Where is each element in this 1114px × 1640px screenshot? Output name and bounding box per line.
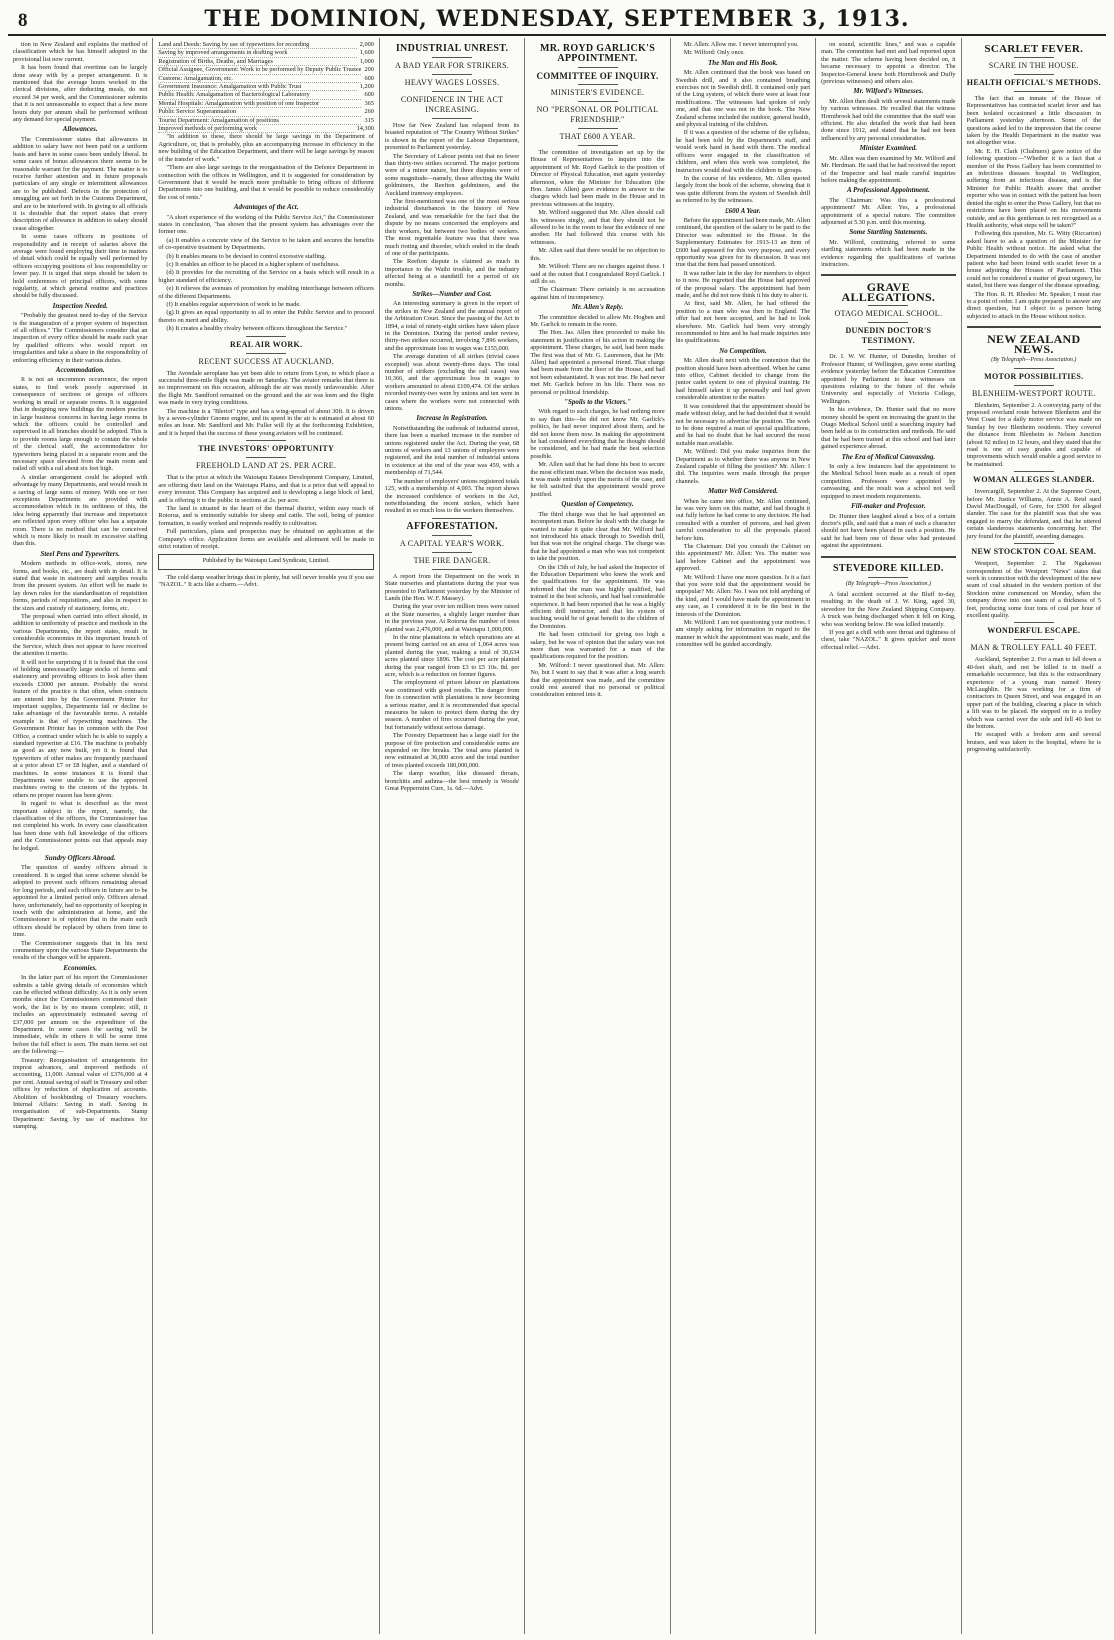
- divider: [246, 353, 286, 354]
- budget-row: [158, 100, 373, 108]
- divider: [1014, 385, 1054, 386]
- subheadline-minister-evidence: MINISTER'S EVIDENCE.: [550, 88, 645, 97]
- col1-subhead-5: Sundry Officers Abroad.: [44, 854, 116, 863]
- budget-row-label: Tourist Department: Amalgamation of positions: [158, 117, 361, 125]
- divider: [578, 128, 618, 129]
- divider: [432, 518, 472, 519]
- col1-subhead-1: Allowances.: [62, 125, 98, 134]
- divider: [868, 349, 908, 350]
- newspaper-title: THE DOMINION, WEDNESDAY, SEPTEMBER 3, 1913.: [204, 6, 910, 32]
- col1-subhead-3: Accommodation.: [55, 366, 105, 375]
- budget-row-value: 600: [364, 74, 374, 82]
- column-3: INDUSTRIAL UNREST. A BAD YEAR FOR STRIKERS. HEAVY WAGES LOSSES. CONFIDENCE IN THE ACT INCREASING. How far New Zealand has relapsed from its boasted reputation of "The Country Without Strikes" is shown in the report of the Labour Department, presented to Parliament yesterday. The Secretary of Labour points out that no fewer than thirty-two strikes occurred. The major portions were of a minor nature, but three disputes were of some magnitude—namely, those affecting the Waihi goldminers, the Reefton goldminers, and the Auckland tramway employees. The first-mentioned was one of the most serious industrial disturbances in the history of New Zealand, and was remarkable for the fact that the dispute by no means concerned the employers and their workers, but between two bodies of workers. The most regrettable feature was that there was much rioting and disorder, which ended in the death of one of the participants. The Reefton dispute is claimed as much in importance to the Waihi trouble, and the industry affected being at a standstill for a period of six months. Strikes—Number and Cost. An interesting summary is given in the report of the strikes in New Zealand and the annual report of the Arbitration Court. Since the passing of the Act in 1894, a total of ninety-eight strikes have taken place in the Dominion. During the period under review, thirty-two strikes occurred, involving 7,896 workers, and the approximate loss in wages was £155,000. The average duration of all strikes (trivial cases excepted) was about twenty-three days. The total number of strikers (excluding the rail cases) was 10,366, and the approximate loss in wages to workers amounted to about £109,474. Of the strikes recorded twenty-two were by unions and ten were in cases where the workers were not connected with unions. Increase in Registration. Notwithstanding the outbreak of industrial unrest, there has been a marked increase in the number of unions registered under the Act. During the year, 68 unions of workers and 13 unions of employers were registered, and the total number of industrial unions in existence at the end of the year was 459, with a membership of 71,544. The number of employers' unions registered totals 125, with a membership of 4,003. The report shows the increased confidence of workers in the Act, notwithstanding the recent strikes, which have resulted in so much loss to the workers themselves. AFFORESTATION. A CAPITAL YEAR'S WORK. THE FIRE DANGER. A report from the Department on the work in State nurseries and plantations during the year was presented to Parliament yesterday by the Minister of Lands (the Hon. W. F. Massey). During the year over ten million trees were raised at the State nurseries, a slightly larger number than in the previous year. At Rotorua the number of trees planted was 2,476,000, and at Waiotapu 1,000,000. In the nine plantations in which operations are at present being carried on an area of 1,064 acres was planted during the year, making a total of 30,634 acres planted since 1896. The cost per acre planted during the year ranged from £3 to £5 10s. 8d. per acre, which is a reduction on former figures. The employment of prison labour on plantations was continued with good results. The danger from fire in connection with plantations is now becoming a serious matter, and it is recommended that special measures be taken to protect them during the dry season. A number of fires occurred during the year, but fortunately without serious damage. The Forestry Department has a large staff for the purpose of fire protection and considerable sums are expended on fire breaks. The total area planted is now estimated at 36,000 acres and the total number of trees planted exceeds 180,000,000. The damp weather, like diseased throats, bronchitis and asthma—the best remedy is Woods' Great Peppermint Cure, 1s. 6d.—Advt.: [380, 38, 525, 1634]
- subheadline-motor: MOTOR POSSIBILITIES.: [984, 371, 1084, 381]
- budget-row-label: Improved methods of performing work: [158, 125, 353, 133]
- masthead: [8, 6, 1106, 36]
- budget-row-label: Land and Deeds: Saving by use of typewriters for recording: [158, 41, 356, 49]
- divider: [432, 57, 472, 58]
- headline-nz-news: NEW ZEALAND NEWS.: [987, 332, 1081, 357]
- headline-garlick-appointment: MR. ROYD GARLICK'S APPOINTMENT.: [539, 43, 656, 64]
- budget-row: [158, 75, 373, 83]
- subheadline-committee: COMMITTEE OF INQUIRY.: [536, 71, 659, 81]
- col1-subhead-2: Inspection Needed.: [52, 301, 108, 310]
- divider: [1014, 471, 1054, 472]
- col6-subhead-6: Fill-maker and Professor.: [851, 502, 926, 511]
- headline-real-air-work: REAL AIR WORK.: [230, 339, 303, 349]
- divider: [967, 326, 1101, 328]
- subheadline-blenheim: BLENHEIM-WESTPORT ROUTE.: [972, 388, 1096, 398]
- col5-subhead-1: The Man and His Book.: [708, 58, 778, 67]
- budget-row-value: 1,000: [359, 57, 374, 65]
- budget-row-value: 200: [364, 66, 374, 74]
- divider: [1014, 57, 1054, 58]
- col6-subhead-4: Some Startling Statements.: [849, 228, 928, 237]
- budget-row-value: 1,600: [359, 49, 374, 57]
- subheadline-coal-seam: NEW STOCKTON COAL SEAM.: [971, 547, 1097, 557]
- divider: [432, 74, 472, 75]
- subheadline-trolley-fall: MAN & TROLLEY FALL 40 FEET.: [970, 643, 1098, 653]
- divider: [821, 556, 955, 558]
- budget-row-value: 600: [364, 91, 374, 99]
- col1-subhead-4: Steel Pens and Typewriters.: [40, 549, 120, 558]
- budget-row: [158, 125, 373, 133]
- budget-row-label: Mental Hospitals: Amalgamation with position of one Inspector: [158, 100, 361, 108]
- budget-row: [158, 41, 373, 49]
- col5-subhead-2: £600 A Year.: [725, 206, 761, 215]
- budget-row: [158, 108, 373, 116]
- subheadline-600-a-year: THAT £600 A YEAR.: [559, 132, 636, 141]
- budget-row-label: Customs: Amalgamation, etc.: [158, 75, 361, 83]
- column-7: SCARLET FEVER. SCARE IN THE HOUSE. HEALTH OFFICIAL'S METHODS. The fact that an inmate of the House of Representatives has contracted scarlet fever and has been isolated occasioned a little discussion in Parliament yesterday afternoon. Some of the questions asked led to the impression that the course taken by the Health Department in the matter was not altogether wise. Mr. E. H. Clark (Chalmers) gave notice of the following question:—"Whether it is a fact that a member of the Press Gallery has been committed to an infectious diseases hospital in Wellington, suffering from an infectious disease, and is the Minister for Public Health aware that another reporter who was in contact with the patient has been denied the right to enter the Press Gallery, but that no restrictions have been placed on his movements outside, and as this gentleman is not recognised as a Health authority, what steps will be taken?" Following this question, Mr. G. Witty (Riccarton) asked leave to ask a question of the Minister for Public Health without notice. He asked what the Department intended to do with the case of another patient who had been found with scarlet fever in a house adjoining the Houses of Parliament. This could not be considered a matter of great urgency, he stated, but there was danger of the disease spreading. The Hon. R. H. Rhodes: Mr. Speaker, I must rise to a point of order. I am quite prepared to answer any direct question, but I object to a person being subjected to attack in the House without notice. NEW ZEALAND NEWS. (By Telegraph—Press Association.) MOTOR POSSIBILITIES. BLENHEIM-WESTPORT ROUTE. Blenheim, September 2. A conveying party of the proposed overland route between Blenheim and the West Coast for a daily motor service was made on Sunday by two Blenheim residents. They covered the distance from Blenheim to Nelson Junction (about 92 miles) in 12 hours, and they stated that the road is one of easy grades and capable of improvements which would enable a good service to be maintained. WOMAN ALLEGES SLANDER. Invercargill, September 2. At the Supreme Court, before Mr. Justice Williams, Annie A. Reid sued David MacDougall, of Gore, for £500 for alleged slander. The case for the plaintiff was that she was engaged to marry the defendant, and that he uttered certain slanderous statements concerning her. The jury found for the plaintiff, awarding damages. NEW STOCKTON COAL SEAM. Westport, September 2. The Ngakawau correspondent of the Westport "News" states that work in connection with the development of the new seam of coal situated in the western portion of the Stockton mine commenced on Monday, when the company drove into one seam of a thickness of 5 feet, producing some four tons of coal per hour of excellent quality. WONDERFUL ESCAPE. MAN & TROLLEY FALL 40 FEET. Auckland, September 2. For a man to fall down a 40-feet shaft, and not be killed is in itself a remarkable occurrence, but this is the extraordinary experience of a young man named Henry McLaughlin. He was working for a firm of contractors in Queen Street, and was engaged in an upper part of the building, clearing a place in which a lift was to be placed. He stepped on to a trolley which was carried over the side and fell 40 feet to the bottom. He escaped with a broken arm and several bruises, and was taken to the hospital, where he is progressing satisfactorily.: [966, 43, 1101, 754]
- budget-table: [158, 41, 373, 133]
- budget-row: [158, 58, 373, 66]
- divider: [1014, 543, 1054, 544]
- subheadline-slander: WOMAN ALLEGES SLANDER.: [973, 475, 1095, 485]
- budget-row-value: 315: [364, 116, 374, 124]
- budget-row: [158, 49, 373, 57]
- divider: [432, 569, 472, 570]
- column-4: MR. ROYD GARLICK'S APPOINTMENT. COMMITTEE OF INQUIRY. MINISTER'S EVIDENCE. NO "PERSONAL OR POLITICAL FRIENDSHIP." THAT £600 A YEAR. The committee of investigation set up by the House of Representatives to inquire into the appointment of Mr. Royd Garlick to the position of Director of Physical Education, met again yesterday afternoon, when the Minister for Education (the Hon. James Allen) gave evidence in answer to the charges which had been made in the House and in previous witnesses at the inquiry. Mr. Wilford suggested that Mr. Allen should call his witnesses singly, and that they should not be allowed to be in the room to hear the evidence of one another. He had followed this course with his witnesses. Mr. Allen said that there would be no objection to this. Mr. Wilford: There are no charges against these. I said at the outset that I congratulated Royd Garlick. I still do so. The Chairman: There certainly is no accusation against him of incompetency. Mr. Allen's Reply. The committee decided to allow Mr. Hogben and Mr. Garlick to remain in the room. The Hon. Jas. Allen then proceeded to make his statement in justification of his action in making the appointment. These charges, he said, had been made. The first was that of Mr. G. Laurenson, that he (Mr. Allen) had appointed a personal friend. That charge had been made from the floor of the House, and had not been substantiated. It was not true. He had never met Mr. Garlick before in his life. There was no personal or political friendship. "Spoils to the Victors." With regard to such charges, he had nothing more to say than this—he did not know Mr. Garlick's politics, he had never inquired about them, and he did not know them now. In making the appointment he had considered everything that he thought should be considered, and he had made the best selection possible. Mr. Allen said that he had done his best to secure the most efficient man. When the decision was made, it was made entirely upon the merits of the case, and he felt satisfied that the appointment would prove justified. Question of Competency. The third charge was that he had appointed an incompetent man. Before he dealt with the charge he wanted to make it quite clear that Mr. Wilford had not introduced his attack through to Swedish drill, but that was not the original charge. The charge was that he had appointed a man who was not competent to take the position. On the 15th of July, he had asked the Inspector of the Education Department who knew the work and the qualifications for the appointment. He was informed that the man was highly qualified, had trained in the best schools, and had had considerable experience. It had been reported that he was a highly efficient drill instructor, and that his system of teaching would be of great benefit to the children of the Dominion. He had been criticised for giving too high a salary, but he was of opinion that the salary was not more than was warranted for a man of the qualifications required for the position. Mr. Wilford: I never questioned that. Mr. Allen: No, but I want to say that it was after a long search that the appointment was made, and the committee could rest assured that no personal or political consideration entered into it.: [525, 38, 670, 1634]
- divider: [246, 440, 286, 441]
- headline-investors-opportunity: THE INVESTORS' OPPORTUNITY: [198, 444, 335, 454]
- subheadline-freehold-land: FREEHOLD LAND AT 2S. PER ACRE.: [196, 461, 337, 471]
- column-6: on sound, scientific lines," and was a capable man. The committee had met and had reported upon the matter. The scheme having been decided on, it became necessary to appoint a director. The Inspector-General knew both Hornibrook and Duffy (previous witnesses) and others also. Mr. Wilford's Witnesses. Mr. Allen then dealt with several statements made by various witnesses. He recalled that the witness Hornibrook had told the committee that the staff was efficient. He also detailed the work that had been done since 1912, and stated that he had not been influenced by any personal consideration. Minister Examined. Mr. Allen was then examined by Mr. Wilford and Mr. Herdman. He said that he had received the report of the Inspector and had made careful inquiries before making the appointment. A Professional Appointment. The Chairman: Was this a professional appointment? Mr. Allen: Yes, a professional appointment of a special nature. The committee adjourned at 5.30 p.m. until this morning. Some Startling Statements. Mr. Wilford, continuing, referred to some startling statements which had been made in the evidence regarding the qualifications of various instructors. GRAVE ALLEGATIONS. OTAGO MEDICAL SCHOOL. DUNEDIN DOCTOR'S TESTIMONY. Dr. I. W. W. Hunter, of Dunedin, brother of Professor Hunter, of Wellington, gave some startling evidence yesterday before the Education Committee appointed by Parliament to hear witnesses on questions relating to the future of the whole University and especially of Victoria College, Wellington. In his evidence, Dr. Hunter said that no more money should be spent on increasing the grant to the Otago Medical School until a searching inquiry had been held as to its construction and methods. He said that he had been trained at this school and had later gained experience abroad. The Era of Medical Canvassing. In only a few instances had the appointment to the Medical School been made as a result of open competition. Professors were appointed by canvassing, and the result was a school not well equipped to meet modern requirements. Fill-maker and Professor. Dr. Hunter then laughed aloud a box of a certain doctor's pills, and said that a man of such a character should not have been placed in such a position. He said he had been one of those who had protested against the appointment. STEVEDORE KILLED. (By Telegraph—Press Association.) A fatal accident occurred at the Bluff to-day, resulting in the death of J. W. King, aged 30, stevedore for the New Zealand Shipping Company. A truck was being discharged when it fell on King, who was working below. He was killed instantly. If you get a chill with sore throat and tightness of chest, take "NAZOL." It gives quicker and more effectual relief.—Advt.: [816, 38, 961, 1634]
- subheadline-capital-year: A CAPITAL YEAR'S WORK.: [399, 538, 505, 548]
- headline-industrial-unrest: INDUSTRIAL UNREST.: [395, 43, 509, 54]
- col6-subhead-5: The Era of Medical Canvassing.: [841, 452, 936, 461]
- budget-row-value: 260: [364, 108, 374, 116]
- divider: [432, 118, 472, 119]
- divider: [246, 336, 286, 337]
- divider: [868, 577, 908, 578]
- budget-row-value: 2,000: [359, 41, 374, 48]
- page-number: 8: [18, 10, 28, 31]
- col1-subhead-6: Economies.: [63, 963, 98, 972]
- headline-grave-allegations: GRAVE ALLEGATIONS.: [841, 280, 936, 305]
- subheadline-wages-losses: HEAVY WAGES LOSSES.: [404, 78, 500, 87]
- col5-subhead-3: No Competition.: [719, 346, 767, 355]
- divider: [1014, 74, 1054, 75]
- subheadline-no-friendship: NO "PERSONAL OR POLITICAL FRIENDSHIP.": [536, 105, 659, 124]
- column-5: Mr. Allen: Allow me. I never interrupted you. Mr. Wilford: Only once. The Man and His Book. Mr. Allen continued that the book was based on Swedish drill, and it also contained breathing exercises not in Swedish drill. It contained only part of the Ling system, of which there were at least four modifications. The witnesses had spoken of only one, and that one was not in the book. The New Zealand scheme included the outdoor, general health, and physical training of the children. If it was a question of the scheme of the syllabus, he had been told by the Department's staff, and would work hand in hand with them. The medical officers were engaged in the classification of children, and when this work was completed, the instructors would deal with the children in groups. In the course of his evidence, Mr. Allen quoted largely from the book of the scheme, showing that it was quite different from the system of Swedish drill as referred to by the witnesses. £600 A Year. Before the appointment had been made, Mr. Allen continued, the question of the salary to be paid to the Director was submitted to the House. In the Supplementary Estimates for 1913-13 an item of £600 had appeared for this very purpose, and every opportunity was given for its discussion. It was not true that the item had passed unnoticed. It was rather late in the day for members to object to it now. He regretted that the House had approved of the proposal salary. The appointment had been made, and he did not now think it his duty to alter it. At first, said Mr. Allen, he had offered the position to a man who was then in England. The offer had not been accepted, and he had to look elsewhere. Mr. Garlick had been very strongly recommended to him and he had made inquiries into his qualifications. No Competition. Mr. Allen dealt next with the contention that the position should have been advertised. When he came into office, Cabinet decided to change from the junior cadet system to one of physical training. He had himself taken it up personally and had given considerable attention to the matter. It was considered that the appointment should be made without delay, and he had decided that it would not be necessary to advertise the position. The work to be done required a man of special qualifications, and he had no doubt that he had secured the most suitable man available. Mr. Wilford: Did you make inquiries from the Department as to whether there was anyone in New Zealand capable of filling the position? Mr. Allen: I did. The inquiries were made through the proper channels. Matter Well Considered. When he came into office, Mr. Allen continued, he was very keen on this matter, and had thought it out fully before he had come to any decision. He had consulted with a number of persons, and had given careful consideration to all the proposals placed before him. The Chairman: Did you consult the Cabinet on this appointment? Mr. Allen: Yes. The matter was laid before Cabinet and the appointment was approved. Mr. Wilford: I have one more question. Is it a fact that you were told that the appointment would be unpopular? Mr. Allen: No. I was not told anything of the kind, and I would have made the appointment in any case, as I considered it to be the best in the interests of the Dominion. Mr. Wilford: I am not questioning your motives. I am simply asking for information in regard to the manner in which the appointment was made, and the committee will be guided accordingly.: [671, 38, 816, 1634]
- subheadline-otago-medical: OTAGO MEDICAL SCHOOL.: [834, 309, 943, 319]
- col6-subhead-3: A Professional Appointment.: [846, 186, 930, 195]
- byline-press-association: (By Telegraph—Press Association.): [845, 580, 931, 587]
- divider: [821, 274, 955, 276]
- budget-row: [158, 83, 373, 91]
- subheadline-scare-in-house: SCARE IN THE HOUSE.: [988, 61, 1079, 70]
- budget-row: [158, 117, 373, 125]
- divider: [432, 91, 472, 92]
- budget-row-label: Government Insurance: Amalgamation with Public Trust: [158, 83, 356, 91]
- budget-row-label: Public Service Superannuation: [158, 108, 361, 116]
- column-1: tion in New Zealand and explains the method of classification which he has himself adopted in the provisional list now current. It has been found that overtime can be largely done away with by a proper arrangement. It is mentioned that the average hours worked in the clerical divisions, after deducting meals, do not exceed 34 per week, and the Commissioner submits that it is not unreasonable to expect that a few more hours duty per annum shall be performed without any demand for special payment. Allowances. The Commissioner states that allowances in addition to salary have not been paid on a uniform basis and have in some cases been unduly liberal. In some cases of bonus allowances there seems to be reasonable warrant for the payment. The matter is to receive further attention and in future proposals particulars of any single or intermittent allowances are to be published. Defects in the protection of smuggling are set forth in the Customs Department, and are to be interfered with. In giving to all officials it is desirable that the report states that every description of allowance in addition to salary should cease altogether. In some cases officers in positions of responsibility and in receipt of salaries above the average were found employing their time in matters of detail which could be equally well performed by officers occupying positions of less responsibility or lower pay. It is urged that steps should be taken to hold conferences of principal officers, with some regularity, at which general routine and practices should be fully discussed. Inspection Needed. "Probably the greatest need to-day of the Service is the inauguration of a proper system of inspection of all offices." The Commissioners consider that an inspection of every office should be made each year by qualified officers who would report on irregularities and take a share in the responsibility of enforcing efficiency in their various duties. Accommodation. It is not an uncommon occurrence, the report states, to find work poorly supervised in consequence of sections or groups of officers working in small or separate rooms. It is suggested that in designing new buildings the modern practice in large business concerns in having large rooms in which the officers could be controlled and supervised in all branches should be adopted. This is to provide rooms large enough to contain the whole of the clerical staff, the accommodation for typewriters being placed in a separate room and the necessary space elevated from the main room and railed off with a rail about six feet high. A similar arrangement could be adopted with advantage by many Departments, and would result in a saving of large sums of money. With one or two exceptions Departments are provided with accommodation which in its unfitness of this, the idea being apparently that increase and importance are reflected upon every officer who has a separate room. There is no method that can be conceived which is more likely to result in excessive staffing than this. Steel Pens and Typewriters. Modern methods in office-work, stores, new forms, and books, etc., are dealt with in detail. It is stated that waste in stationery and supplies results from the present system. An effort will be made to lay down rules for the standardisation of requisition forms, periods of requisitions, and also in respect to the sizes and custody of stationery, forms, etc. The proposal when carried into effect should, in addition to uniformity of practice and methods in the various Departments, the report states, result in considerable economies in this important branch of the Service, which does not appear to have received the attention it merits. It will not be surprising if it is found that the cost of holding unnecessarily large stocks of forms and stationery and providing officers to look after them exceeds £3000 per annum. Probably the worst feature of the practice is that often, when contracts are entered into by the Government Printer for important supplies, Departments fail or decline to take advantage of the favourable terms. A notable example is that of typewriting machines. The Government Printer has in common with the Post Office, a contract under which he is able to supply a standard typewriter at £16. The machine is probably as good as any now built, yet it is found that typewriters of other makes are frequently purchased at a price about £7 or £8 higher, and a standard of machines. In some instances it is found that Departments were unable to use the approved machines owing to the custom of the typists. In others no proper reason has been given. In regard to what is described as the most important subject in the report, namely, the classification of the officers, the Commissioner has not completed his work. In every case classification has been done with full knowledge of the officers and the Commissioner points out that appeals may be lodged. Sundry Officers Abroad. The question of sundry officers abroad is considered. It is urged that some scheme should be adopted to prevent such officers remaining abroad for long periods, and such officers in future are to be appointed for a limited period only. Officers abroad have, unfortunately, had no opportunity of keeping in touch with the administration at home, and the Commissioner is of opinion that in the main such officers should be replaced by others from time to time. The Commissioner suggests that in his next commentary upon the various State Departments the results of the changes will be apparent. Economies. In the latter part of his report the Commissioner submits a table giving details of economies which can be effected without difficulty. As it is only seven months since the Commissioners commenced their work, the list is by no means complete; still, it includes an approximately estimated saving of £37,000 per annum on the expenditure of the Department. In some cases the saving will be immediate, while in others it will be some time before the full effect is seen. The main items set out are the following:— Treasury: Reorganisation of arrangements for imprest advances, and improved methods of accounting, 11,000. Annual value of £376,000 at 4 per cent. Annual saving of staff in Treasury and other offices by reduction of duplication of accounts. Abolition of bookbinding of Treasury vouchers. Internal Affairs: Saving in staff. Saving in reorganisation of sub-Departments. Stamp Department: Saving by use of machines for stamping.: [8, 38, 153, 1634]
- subheadline-fire-danger: THE FIRE DANGER.: [413, 555, 491, 565]
- column-2: Land and Deeds: Saving by use of typewriters for recording 2,000 Saving by improved arrangements in drafting work 1,600 Registration of Births, Deaths, and Marriages 1,000 Official Assignee, Government: Work to be performed by Deputy Public Trustee 200 Customs: Amalgamation, etc. 600 Government Insurance: Amalgamation with Public Trust 1,200 Public Health: Amalgamation of Bacteriological Laboratory 600 Mental Hospitals: Amalgamation with position of one Inspector 365 Public Service Superannuation 260 Tourist Department: Amalgamation of positions 315 Improved methods of performing work 14,300 "In addition to these, there should be large savings in the Department of Agriculture, or, that is probably, plus an accompanying increase in efficiency in the new building of the Education Department, and there will be large savings by reason of the transfer of work." "There are also large savings in the reorganisation of the Defence Department in connection with the offices in Wellington, and it is suggested for consideration by Government that it would be much more profitable to bring offices of different Departments into one building, and that it would be possible to reduce considerably the cost of rents." Advantages of the Act. "A short experience of the working of the Public Service Act," the Commissioner states in conclusion, "has shown that the present system has advantages over the former one. (a) It enables a concrete view of the Service to be taken and secures the benefits of co-operative treatment by Departments. (b) It enables means to be devised to control excessive staffing. (c) It enables an officer to be placed in a higher sphere of usefulness. (d) It provides for the recruiting of the Service on a basis which will result in a higher standard of efficiency. (e) It relieves the avenues of promotion by enabling interchange between officers of the different Departments. (f) It enables regular supervision of work to be made. (g) It gives an equal opportunity to all to enter the Public Service and to proceed thereto on merit and ability. (h) It creates a healthy rivalry between officers throughout the Service." REAL AIR WORK. RECENT SUCCESS AT AUCKLAND. The Avondale aeroplane has yet been able to return from Lyon, to which place a successful three-mile flight was made on Saturday. The aviator remarks that there is no improvement on this occasion, although the air was mostly unfavourable. After the flight Mr. Sandford remained on the ground and the air was keen and the flight was made in very trying conditions. The machine is a "Bleriot" type and has a wing-spread of about 30ft. It is driven by a seven-cylinder Gnome engine, and its speed in the air is estimated at about 60 miles an hour. Mr. Sandford and Mr. Fuller will fly at the forthcoming Exhibition, and it is hoped that the success of these young aviators will be continued. THE INVESTORS' OPPORTUNITY FREEHOLD LAND AT 2S. PER ACRE. That is the price at which the Waiotapu Estates Development Company, Limited, are offering their land on the Waiotapu Plains, and that is a price that will appeal to every investor. This Company has acquired and is developing a large block of land, and is offering it to the public in sections at 2s. per acre. The land is situated in the heart of the thermal district, within easy reach of Rotorua, and is eminently suitable for sheep and cattle. The soil, being of pumice formation, is easily worked and responds readily to cultivation. Full particulars, plans and prospectus may be obtained on application at the Company's office. Application forms are available and allotment will be made in strict rotation of receipt. Published by the Waiotapu Land Syndicate, Limited. The cold damp weather brings dust in plenty, but will never trouble you if you use "NAZOL." It acts like a charm.—Advt.: [153, 38, 379, 1634]
- budget-row: [158, 91, 373, 99]
- subheadline-wonderful-escape: WONDERFUL ESCAPE.: [987, 626, 1081, 636]
- budget-row-label: Registration of Births, Deaths, and Marriages: [158, 58, 356, 66]
- columns: [8, 38, 1106, 1634]
- budget-row-value: 14,300: [356, 125, 374, 133]
- subheadline-dunedin-doctor: DUNEDIN DOCTOR'S TESTIMONY.: [845, 326, 932, 346]
- headline-scarlet-fever: SCARLET FEVER.: [984, 43, 1084, 55]
- subheadline-confidence: CONFIDENCE IN THE ACT INCREASING.: [400, 95, 504, 114]
- divider: [1014, 622, 1054, 623]
- budget-row-label: Saving by improved arrangements in drafting work: [158, 49, 356, 57]
- divider: [1014, 368, 1054, 369]
- budget-row-value: 365: [364, 99, 374, 107]
- col6-subhead-2: Minister Examined.: [859, 144, 918, 153]
- headline-stevedore-killed: STEVEDORE KILLED.: [833, 562, 944, 574]
- divider: [432, 552, 472, 553]
- budget-row: [158, 66, 373, 74]
- divider: [578, 84, 618, 85]
- col6-subhead-1: Mr. Wilford's Witnesses.: [853, 87, 924, 96]
- budget-row-label: Official Assignee, Government: Work to be performed by Deputy Public Trustee: [158, 66, 362, 74]
- divider: [578, 145, 618, 146]
- col4-subhead-3: Question of Competency.: [561, 500, 634, 509]
- subheadline-recent-success: RECENT SUCCESS AT AUCKLAND.: [198, 356, 334, 366]
- col4-subhead-1: Mr. Allen's Reply.: [571, 303, 624, 312]
- divider: [578, 67, 618, 68]
- divider: [432, 535, 472, 536]
- headline-afforestation: AFFORESTATION.: [406, 520, 498, 532]
- col4-subhead-2: "Spoils to the Victors.": [564, 398, 631, 406]
- budget-row-value: 1,200: [359, 83, 374, 91]
- col3-subhead-1: Strikes—Number and Cost.: [412, 289, 492, 298]
- divider: [868, 322, 908, 323]
- col2-subhead-1: Advantages of the Act.: [233, 203, 299, 212]
- divider: [246, 457, 286, 458]
- divider: [868, 305, 908, 306]
- advertisement: [158, 554, 373, 569]
- budget-row-label: Public Health: Amalgamation of Bacteriological Laboratory: [158, 91, 361, 99]
- col5-subhead-4: Matter Well Considered.: [707, 487, 778, 496]
- byline-press-association-2: (By Telegraph—Press Association.): [991, 357, 1077, 364]
- divider: [1014, 639, 1054, 640]
- subheadline-health-official: HEALTH OFFICIAL'S METHODS.: [966, 78, 1101, 87]
- divider: [1014, 91, 1054, 92]
- ad-text: Published by the Waiotapu Land Syndicate, Limited.: [202, 558, 330, 565]
- col3-subhead-2: Increase in Registration.: [416, 414, 488, 423]
- divider: [578, 101, 618, 102]
- subheadline-bad-year: A BAD YEAR FOR STRIKERS.: [394, 61, 510, 70]
